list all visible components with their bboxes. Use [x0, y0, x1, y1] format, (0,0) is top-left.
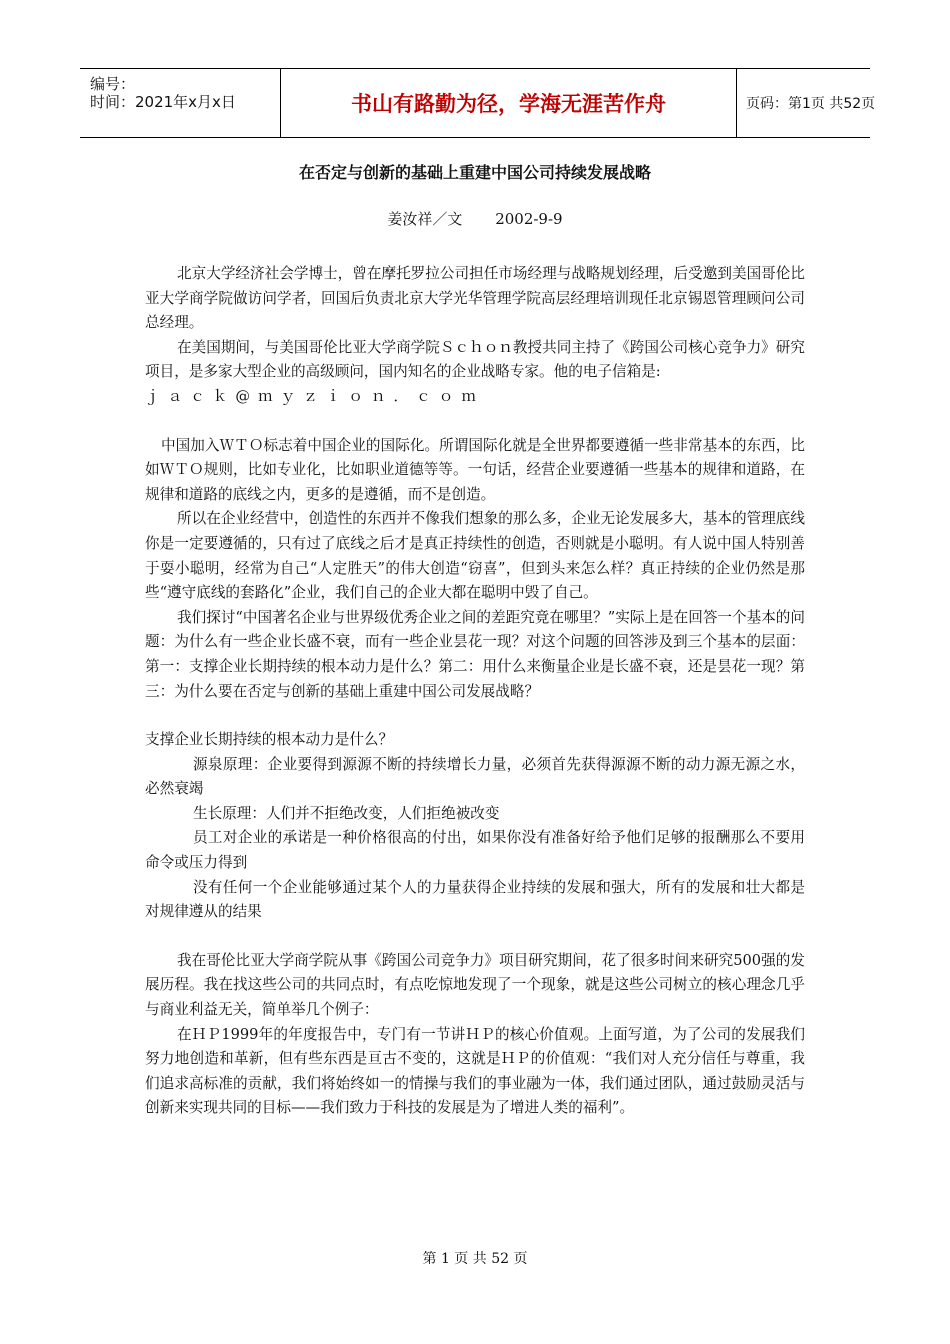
paragraph: 生长原理：人们并不拒绝改变，人们拒绝被改变 — [193, 804, 500, 822]
paragraph: 我们探讨“中国著名企业与世界级优秀企业之间的差距究竟在哪里？”实际上是在回答一个基本的问题：为什么有一些企业长盛不衰，而有一些企业昙花一现？对这个问题的回答涉及到三个基本的层面：第一：支撑企业长期持续的根本动力是什么？第二：用什么来衡量企业是长盛不衰，还是昙花一现？第三：为什么要在否定与创新的基础上重建中国公司发展战略？ — [145, 608, 805, 700]
paragraph: 我在哥伦比亚大学商学院从事《跨国公司竞争力》项目研究期间，花了很多时间来研究500强的发展历程。我在找这些公司的共同点时，有点吃惊地发现了一个现象，就是这些公司树立的核心理念几乎与商业利益无关，简单举几个例子： — [145, 951, 805, 1019]
header-motto-cell — [280, 69, 737, 137]
paragraph: 没有任何一个企业能够通过某个人的力量获得企业持续的发展和强大，所有的发展和壮大都是对规律遵从的结果 — [145, 878, 805, 921]
section-heading: 支撑企业长期持续的根本动力是什么？ — [145, 731, 394, 749]
paragraph: 在美国期间，与美国哥伦比亚大学商学院Ｓｃｈｏｎ教授共同主持了《跨国公司核心竞争力》研究项目，是多家大型企业的高级顾问，国内知名的企业战略专家。他的电子信箱是: — [145, 338, 805, 381]
document-number-label: 编号： — [90, 75, 136, 93]
paragraph: 中国加入ＷＴＯ标志着中国企业的国际化。所谓国际化就是全世界都要遵循一些非常基本的东西，比如ＷＴＯ规则，比如专业化，比如职业道德等等。一句话，经营企业要遵循一些基本的规律和道路，在规律和道路的底线之内，更多的是遵循，而不是创造。 — [145, 436, 805, 503]
paragraph: 所以在企业经营中，创造性的东西并不像我们想象的那么多，企业无论发展多大，基本的管理底线你是一定要遵循的，只有过了底线之后才是真正持续性的创造，否则就是小聪明。有人说中国人特别善于耍小聪明，经常为自己“人定胜天”的伟大创造“窃喜”，但到头来怎么样？真正持续的企业仍然是那些“遵守底线的套路化”企业，我们自己的企业大都在聪明中毁了自己。 — [145, 510, 805, 602]
document-body — [145, 262, 805, 1121]
page-header — [80, 68, 876, 138]
paragraph: 北京大学经济社会学博士，曾在摩托罗拉公司担任市场经理与战略规划经理，后受邀到美国哥伦比亚大学商学院做访问学者，回国后负责北京大学光华管理学院高层经理培训现任北京锡恩管理顾问公司总经理。 — [145, 265, 805, 332]
spacer — [145, 410, 805, 434]
paragraph: 源泉原理：企业要得到源源不断的持续增长力量，必须首先获得源源不断的动力源无源之水，必然衰竭 — [145, 755, 805, 798]
document-title: 在否定与创新的基础上重建中国公司持续发展战略 — [298, 163, 651, 182]
header-page-cell — [736, 69, 880, 137]
email-address: ｊａｃｋ@ｍｙｚｉｏｎ．ｃｏｍ — [145, 387, 484, 405]
paragraph: 在ＨＰ1999年的年度报告中，专门有一节讲ＨＰ的核心价值观。上面写道，为了公司的发展我们努力地创造和革新，但有些东西是亘古不变的，这就是ＨＰ的价值观：“我们对人充分信任与尊重，我们追求高标准的贡献，我们将始终如一的情操与我们的事业融为一体，我们通过团队，通过鼓励灵活与创新来实现共同的目标——我们致力于科技的发展是为了增进人类的福利”。 — [145, 1025, 805, 1117]
header-page-label: 页码：第1页 共52页 — [746, 96, 876, 112]
header-motto: 书山有路勤为径，学海无涯苦作舟 — [351, 92, 666, 116]
byline-author: 姜汝祥／文 — [387, 210, 463, 228]
byline — [0, 208, 950, 229]
page-footer: 第 1 页 共 52 页 — [422, 1251, 528, 1267]
spacer — [145, 925, 805, 949]
paragraph: 员工对企业的承诺是一种价格很高的付出，如果你没有准备好给予他们足够的报酬那么不要用命令或压力得到 — [145, 829, 805, 872]
byline-date: 2002-9-9 — [495, 210, 563, 228]
spacer — [145, 704, 805, 728]
header-meta-cell — [80, 69, 280, 137]
document-date-label: 时间：2021年x月x日 — [90, 93, 236, 111]
